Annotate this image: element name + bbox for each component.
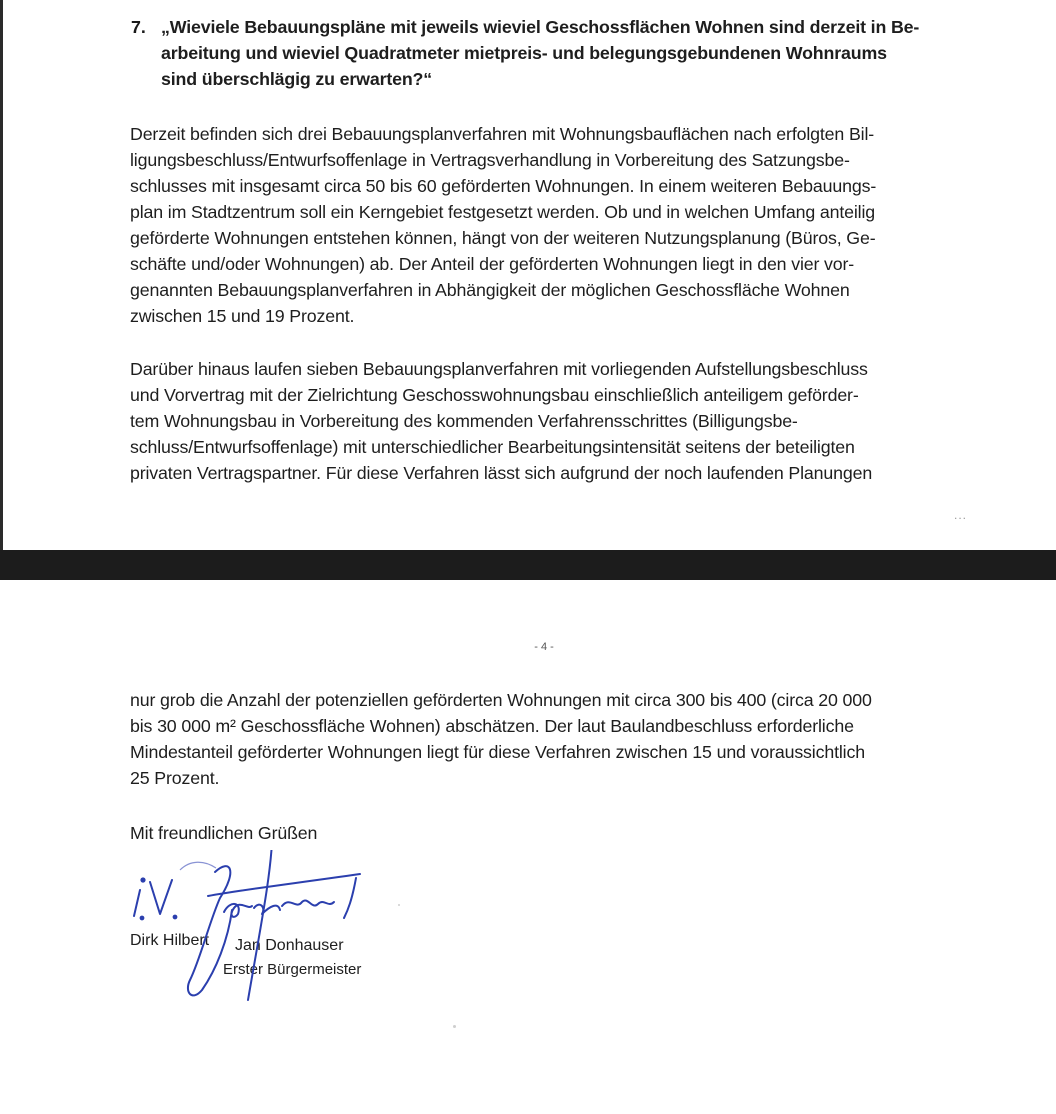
paragraph2-line: Darüber hinaus laufen sieben Bebauungsplanverfahren mit vorliegenden Aufstellungsbeschluss: [130, 359, 868, 379]
paragraph-line: 25 Prozent.: [130, 768, 220, 788]
signature-stroke: [254, 905, 280, 914]
paragraph1-line: zwischen 15 und 19 Prozent.: [130, 306, 355, 326]
handwritten-signature: [120, 850, 380, 1030]
signature-stroke: [150, 880, 172, 914]
continuation-dots: ...: [954, 508, 968, 522]
signature-stroke: [188, 866, 232, 995]
paragraph1-line: ligungsbeschluss/Entwurfsoffenlage in Vertragsverhandlung in Vorbereitung des Satzungsbe-: [130, 150, 850, 170]
question-line: arbeitung und wieviel Quadratmeter mietpreis- und belegungsgebundenen Wohnraums: [161, 43, 887, 63]
paragraph1-line: genannten Bebauungsplanverfahren in Abhängigkeit der möglichen Geschossfläche Wohnen: [130, 280, 850, 300]
paragraph-line: nur grob die Anzahl der potenziellen geförderten Wohnungen mit circa 300 bis 400 (circa 20 000: [130, 690, 872, 710]
signatory-title: Erster Bürgermeister: [223, 961, 362, 978]
question-line: sind überschlägig zu erwarten?“: [161, 69, 433, 89]
question-number: 7.: [131, 17, 146, 37]
page-divider: [0, 550, 1056, 580]
paragraph-line: Mindestanteil geförderter Wohnungen liegt für diese Verfahren zwischen 15 und voraussichtlich: [130, 742, 865, 762]
signature-stroke: [282, 900, 334, 906]
signature-stroke: [344, 878, 356, 918]
signature-stroke: [141, 878, 144, 881]
paragraph1-line: Derzeit befinden sich drei Bebauungsplanverfahren mit Wohnungsbauflächen nach erfolgten Bil-: [130, 124, 875, 144]
paragraph2-line: schluss/Entwurfsoffenlage) mit unterschiedlicher Bearbeitungsintensität seitens der beteiligten: [130, 437, 855, 457]
signature-stroke: [134, 890, 140, 916]
paragraph2-line: privaten Vertragspartner. Für diese Verfahren lässt sich aufgrund der noch laufenden Planungen: [130, 463, 873, 483]
paper-speck: [453, 1025, 456, 1028]
question-line: „Wieviele Bebauungspläne mit jeweils wieviel Geschossflächen Wohnen sind derzeit in Be-: [161, 17, 920, 37]
page-number: - 4 -: [534, 641, 554, 653]
signature-stroke: [180, 862, 216, 870]
paragraph2-line: und Vorvertrag mit der Zielrichtung Geschosswohnungsbau einschließlich anteiligem geförder-: [130, 385, 859, 405]
page-bottom-sheet: [0, 580, 1056, 1114]
paragraph1-line: schlusses mit insgesamt circa 50 bis 60 geförderten Wohnungen. In einem weiteren Bebauungs-: [130, 176, 877, 196]
signature-stroke: [224, 904, 252, 917]
signature-stroke: [174, 916, 177, 919]
page-top-sheet: [0, 0, 1056, 550]
closing-greeting: Mit freundlichen Grüßen: [130, 823, 318, 843]
signature-stroke: [141, 917, 144, 920]
signature-stroke: [248, 850, 272, 1000]
sheet-edge-shadow: [0, 0, 3, 550]
paper-speck: [398, 904, 400, 906]
paragraph2-line: tem Wohnungsbau in Vorbereitung des kommenden Verfahrensschrittes (Billigungsbe-: [130, 411, 798, 431]
paragraph1-line: schäfte und/oder Wohnungen) ab. Der Anteil der geförderten Wohnungen liegt in den vier vor-: [130, 254, 855, 274]
paragraph1-line: geförderte Wohnungen entstehen können, hängt von der weiteren Nutzungsplanung (Büros, Ge-: [130, 228, 876, 248]
paragraph1-line: plan im Stadtzentrum soll ein Kerngebiet festgesetzt werden. Ob und in welchen Umfang anteilig: [130, 202, 875, 222]
signatory-left-name: Dirk Hilbert: [130, 932, 210, 949]
paragraph-line: bis 30 000 m² Geschossfläche Wohnen) abschätzen. Der laut Baulandbeschluss erforderliche: [130, 716, 854, 736]
signatory-right-name: Jan Donhauser: [235, 937, 344, 954]
